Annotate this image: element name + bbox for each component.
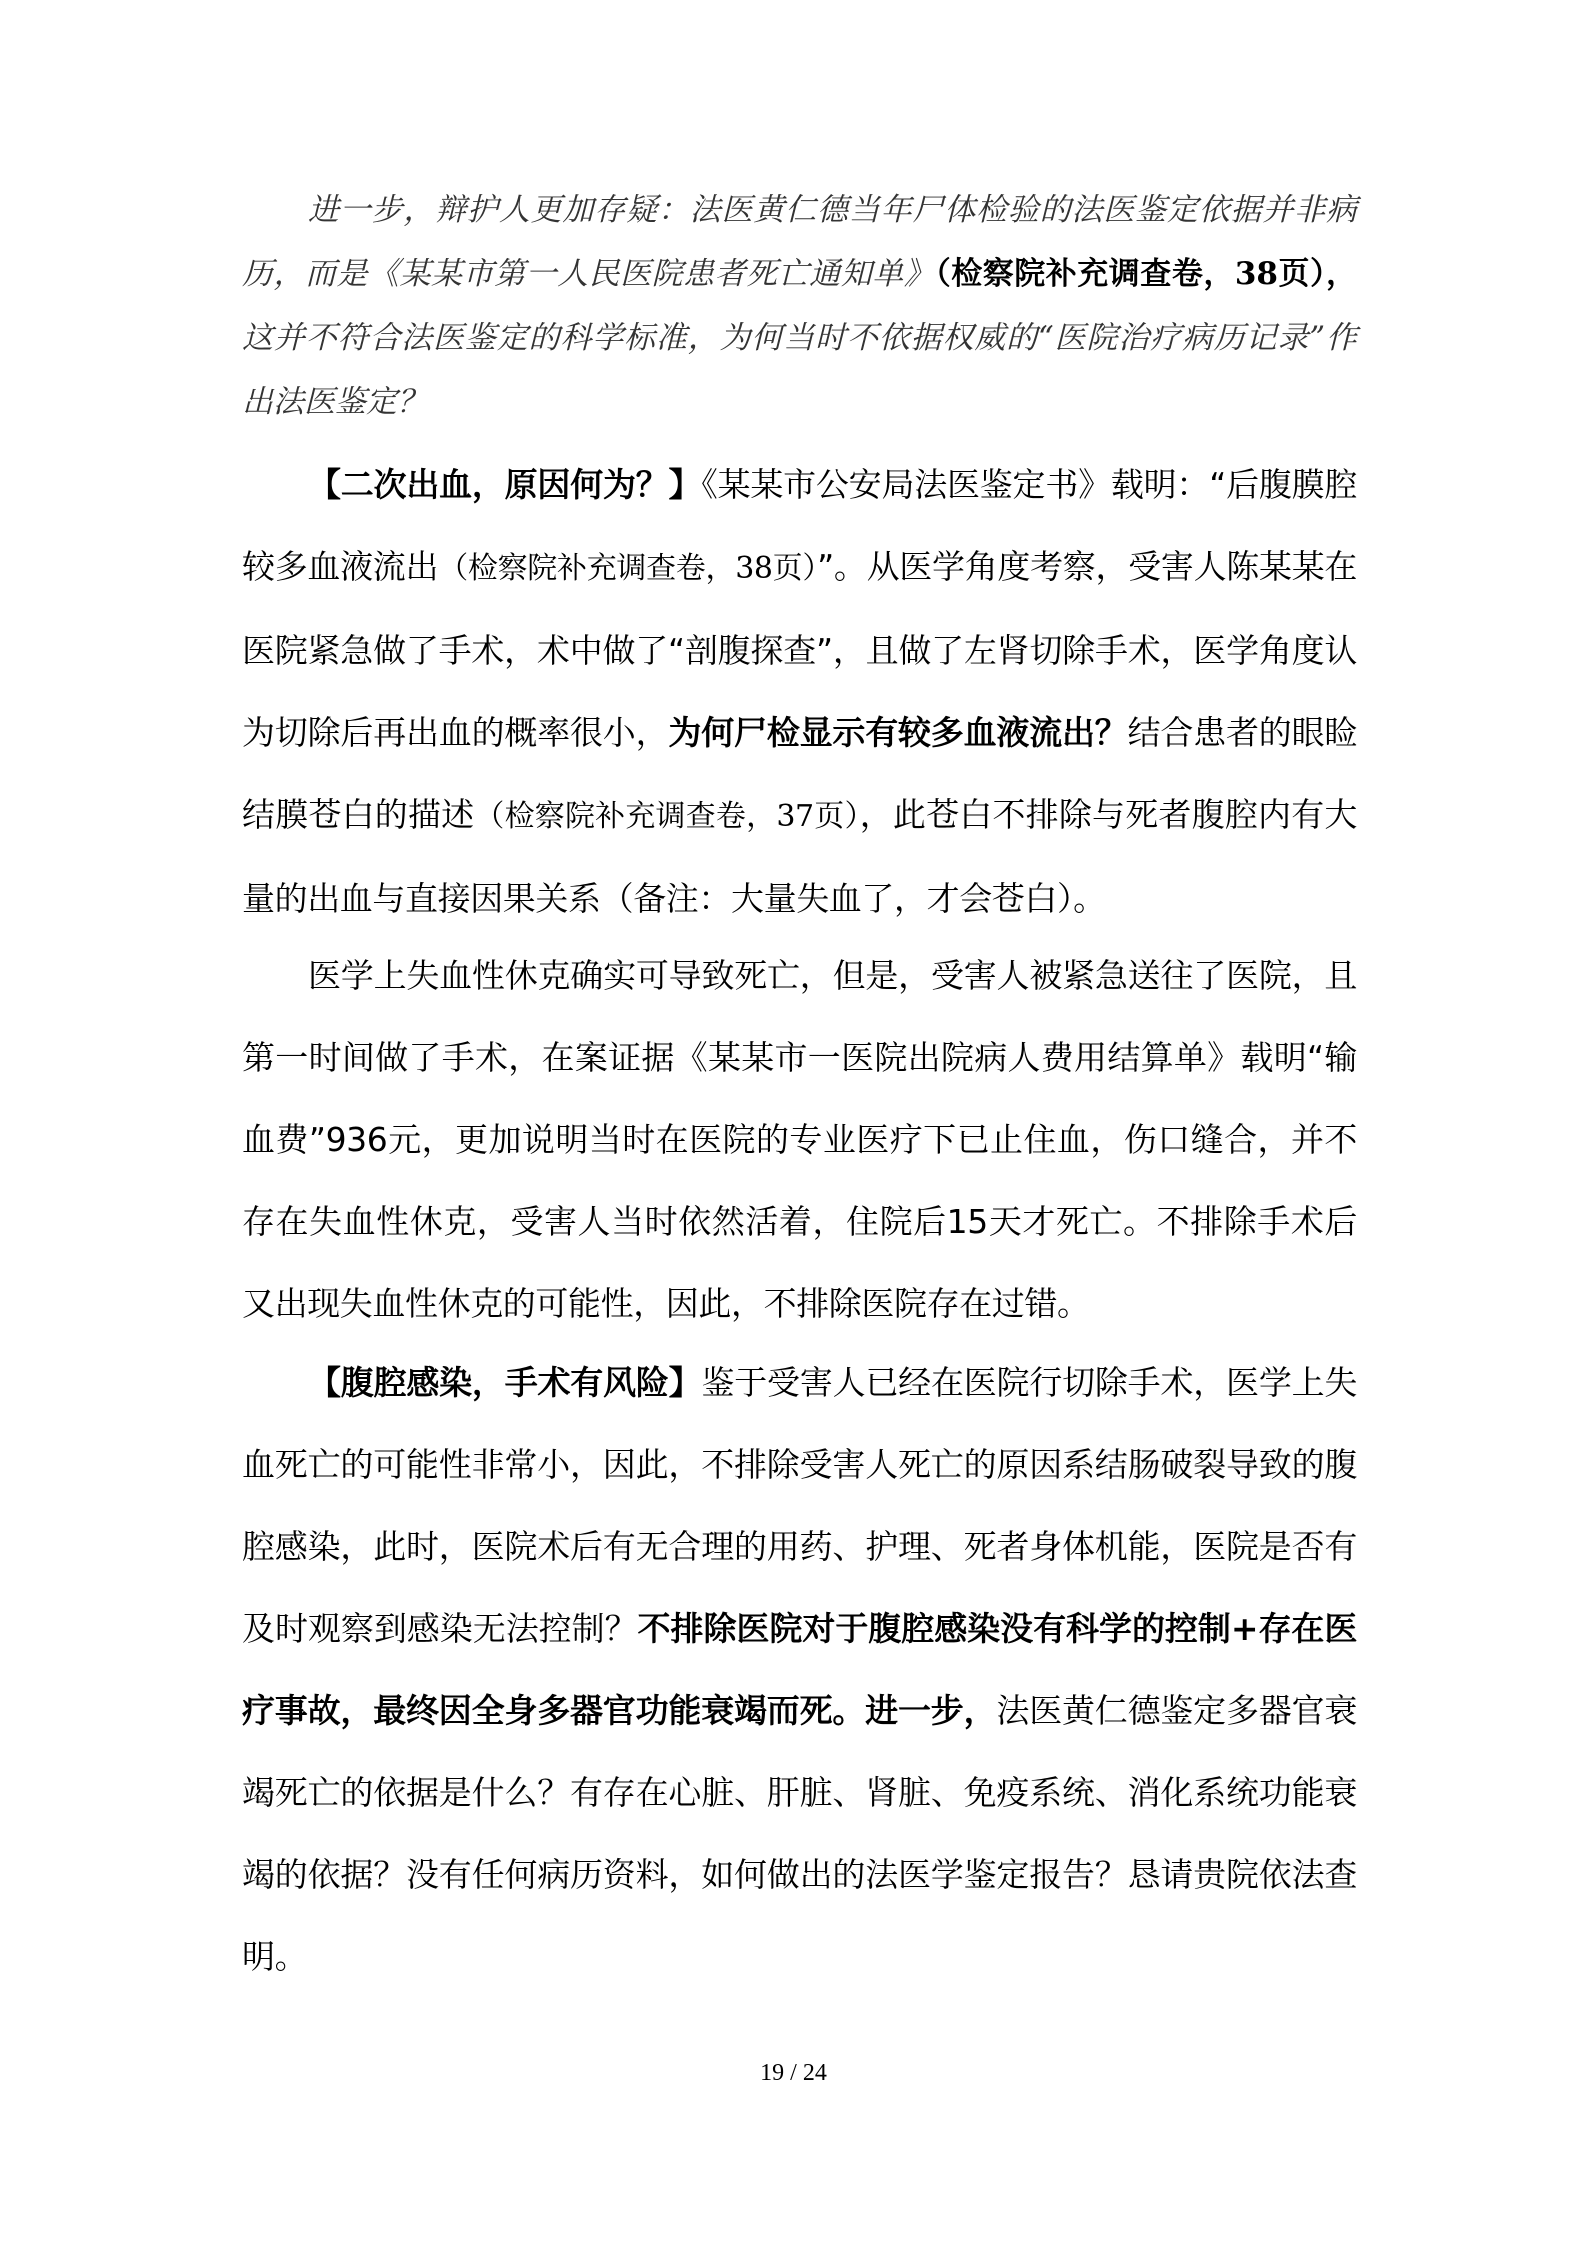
- citation: （检察院补充调查卷，38页）: [438, 551, 818, 586]
- citation: （检察院补充调查卷，37页）: [474, 799, 860, 834]
- page-number: 19 / 24: [760, 2060, 827, 2086]
- paragraph-second-bleeding: [242, 444, 1357, 940]
- paragraph-abdominal-infection: [242, 1342, 1357, 1998]
- paragraph-text: 这并不符合法医鉴定的科学标准，为何当时不依据权威的“医院治疗病历记录”作出法医鉴定？: [242, 320, 1357, 420]
- paragraph-text: 《某某市公安局法医鉴定书》载明：“后腹膜腔较多血液流出: [242, 465, 1358, 586]
- paragraph-text: ，此苍白不排除与死者腹腔内有大量的出血与直接因果关系（备注：大量失血了，才会苍白）。: [242, 795, 1358, 918]
- section-heading: 【二次出血，原因何为？】: [308, 465, 702, 504]
- citation: （检察院补充调查卷，38页），: [935, 256, 1358, 292]
- paragraph-text: 鉴于受害人已经在医院行切除手术，医学上失血死亡的可能性非常小，因此，不排除受害人死亡的原因系结肠破裂导致的腹腔感染，此时，医院术后有无合理的用药、护理、死者身体机能，医院是否有及时观察到感染无法控制？: [242, 1363, 1357, 1648]
- paragraph-autopsy-basis: [242, 178, 1357, 434]
- paragraph-text: 结合患者的眼睑结膜苍白的描述: [242, 713, 1358, 834]
- bold-question: 为何尸检显示有较多血液流出？: [668, 713, 1128, 752]
- paragraph-text: 进一步，辩护人更加存疑：法医黄仁德当年尸体检验的法医鉴定依据并非病历，而是《某某市第一人民医院患者死亡通知单》: [242, 192, 1357, 292]
- paragraph-text: ”。从医学角度考察，受害人陈某某在医院紧急做了手术，术中做了“剖腹探查”，且做了左肾切除手术，医学角度认为切除后再出血的概率很小，: [242, 547, 1357, 752]
- paragraph-text: 法医黄仁德鉴定多器官衰竭死亡的依据是什么？有存在心脏、肝脏、肾脏、免疫系统、消化系统功能衰竭的依据？没有任何病历资料，如何做出的法医学鉴定报告？恳请贵院依法查明。: [242, 1691, 1357, 1976]
- paragraph-hemorrhagic-shock: [242, 935, 1357, 1345]
- paragraph-text: 医学上失血性休克确实可导致死亡，但是，受害人被紧急送往了医院，且第一时间做了手术，在案证据《某某市一医院出院病人费用结算单》载明“输血费”936元，更加说明当时在医院的专业医疗下已止住血，伤口缝合，并不存在失血性休克，受害人当时依然活着，住院后15天才死亡。不排除手术后又出现失血性休克的可能性，因此，不排除医院存在过错。: [242, 956, 1357, 1323]
- bold-statement: 不排除医院对于腹腔感染没有科学的控制+存在医疗事故，最终因全身多器官功能衰竭而死。进一步，: [242, 1609, 1357, 1730]
- section-heading: 【腹腔感染，手术有风险】: [308, 1363, 702, 1402]
